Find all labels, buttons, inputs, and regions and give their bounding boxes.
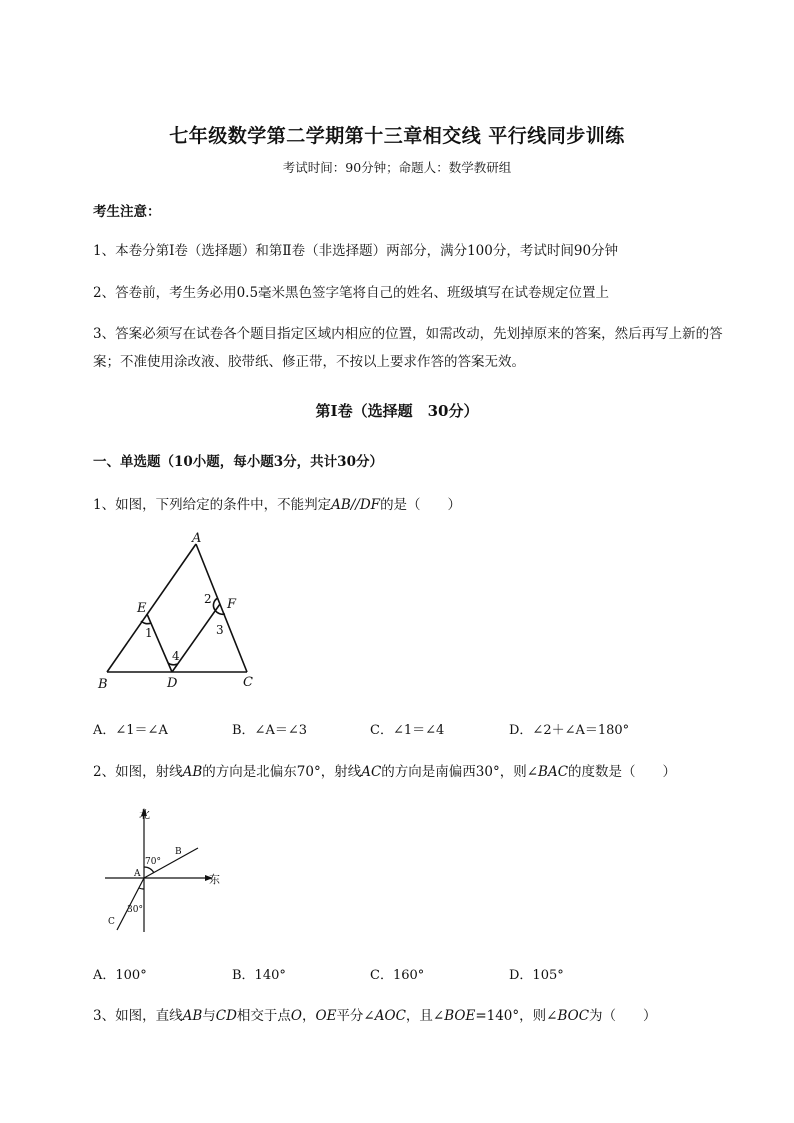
q1-option-d[interactable]: D．∠2＋∠A＝180° [509, 723, 630, 738]
angle-30-arc [139, 888, 144, 889]
q1-stem-pre: 1、如图，下列给定的条件中，不能判定 [93, 497, 332, 513]
label-angle-70: 70° [145, 857, 161, 867]
q3-stem-post: 为（ ） [589, 1008, 657, 1024]
q2-math-ab: AB [182, 764, 203, 780]
question-2-figure [95, 800, 235, 940]
notice-item-3: 3、答案必须写在试卷各个题目指定区域内相应的位置，如需改动，先划掉原来的答案，然后再写上新的答案；不准使用涂改液、胶带纸、修正带，不按以上要求作答的答案无效。 [93, 326, 723, 370]
q2-option-d[interactable]: D．105° [509, 968, 564, 983]
question-1-stem [93, 493, 461, 513]
q1-stem-post: 的是（ ） [380, 497, 462, 513]
label-c: C [243, 675, 253, 690]
part-heading: 一、单选题（10小题，每小题3分，共计30分） [93, 454, 383, 470]
side-ac [196, 544, 247, 672]
notice-heading: 考生注意： [93, 204, 161, 220]
q3-stem-mid2: 相交于点 [236, 1008, 291, 1024]
label-angle-3: 3 [216, 623, 224, 637]
label-e: E [137, 601, 147, 616]
q3-stem-pre: 3、如图，直线 [93, 1008, 183, 1024]
label-point-c: C [108, 917, 115, 927]
label-east: 东 [209, 873, 220, 886]
label-f: F [227, 597, 237, 612]
question-1-figure [95, 530, 270, 692]
q3-stem-mid5: ，且∠ [405, 1008, 445, 1024]
angle-70-arc [144, 867, 154, 873]
exam-info: 考试时间：90分钟；命题人：数学教研组 [282, 160, 512, 175]
q1-option-a[interactable]: A．∠1＝∠A [93, 723, 168, 738]
q3-math-aoc: AOC [374, 1008, 406, 1024]
angle-4-arc [168, 663, 177, 665]
q3-stem-mid1: 与 [202, 1008, 216, 1024]
q3-stem-mid6: =140°，则∠ [475, 1008, 558, 1024]
q3-math-ab: AB [182, 1008, 203, 1024]
q3-math-oe: OE [315, 1008, 337, 1024]
q2-stem-mid2: 的方向是南偏西30°，则∠ [381, 764, 539, 780]
label-angle-4: 4 [172, 649, 180, 663]
q2-stem-pre: 2、如图，射线 [93, 764, 183, 780]
label-point-a: A [134, 869, 141, 879]
label-angle-2: 2 [204, 592, 212, 606]
q3-stem-mid4: 平分∠ [336, 1008, 375, 1024]
label-a: A [192, 531, 202, 546]
q2-stem-mid1: 的方向是北偏东70°，射线 [202, 764, 362, 780]
label-angle-30: 30° [127, 905, 143, 915]
ray-ac [117, 878, 144, 930]
label-d: D [167, 676, 178, 691]
question-3-stem [93, 1004, 657, 1024]
q3-math-cd: CD [215, 1008, 237, 1024]
notice-item-1: 1、本卷分第Ⅰ卷（选择题）和第Ⅱ卷（非选择题）两部分，满分100分，考试时间90分钟 [93, 243, 619, 259]
q3-stem-mid3: ， [302, 1008, 316, 1024]
side-ab [107, 544, 196, 672]
q2-math-bac: BAC [538, 764, 569, 780]
q2-option-b[interactable]: B．140° [232, 968, 286, 983]
q2-math-ac: AC [361, 764, 382, 780]
q1-math: AB//DF [331, 497, 381, 513]
page-title: 七年级数学第二学期第十三章相交线 平行线同步训练 [169, 125, 625, 147]
q3-math-boe: BOE [444, 1008, 476, 1024]
label-b: B [98, 677, 108, 692]
q2-stem-post: 的度数是（ ） [568, 764, 677, 780]
label-angle-1: 1 [145, 626, 153, 640]
question-2-stem [93, 760, 676, 780]
section-title: 第Ⅰ卷（选择题 30分） [315, 402, 479, 420]
q2-option-a[interactable]: A．100° [93, 968, 147, 983]
notice-item-2: 2、答卷前，考生务必用0.5毫米黑色签字笔将自己的姓名、班级填写在试卷规定位置上 [93, 285, 610, 301]
q2-option-c[interactable]: C．160° [370, 968, 425, 983]
q3-math-o: O [290, 1008, 302, 1024]
label-north: 北 [139, 808, 150, 821]
q3-math-boc: BOC [557, 1008, 590, 1024]
q1-option-c[interactable]: C．∠1＝∠4 [370, 723, 445, 738]
label-point-b: B [175, 847, 182, 857]
q1-option-b[interactable]: B．∠A＝∠3 [232, 723, 307, 738]
